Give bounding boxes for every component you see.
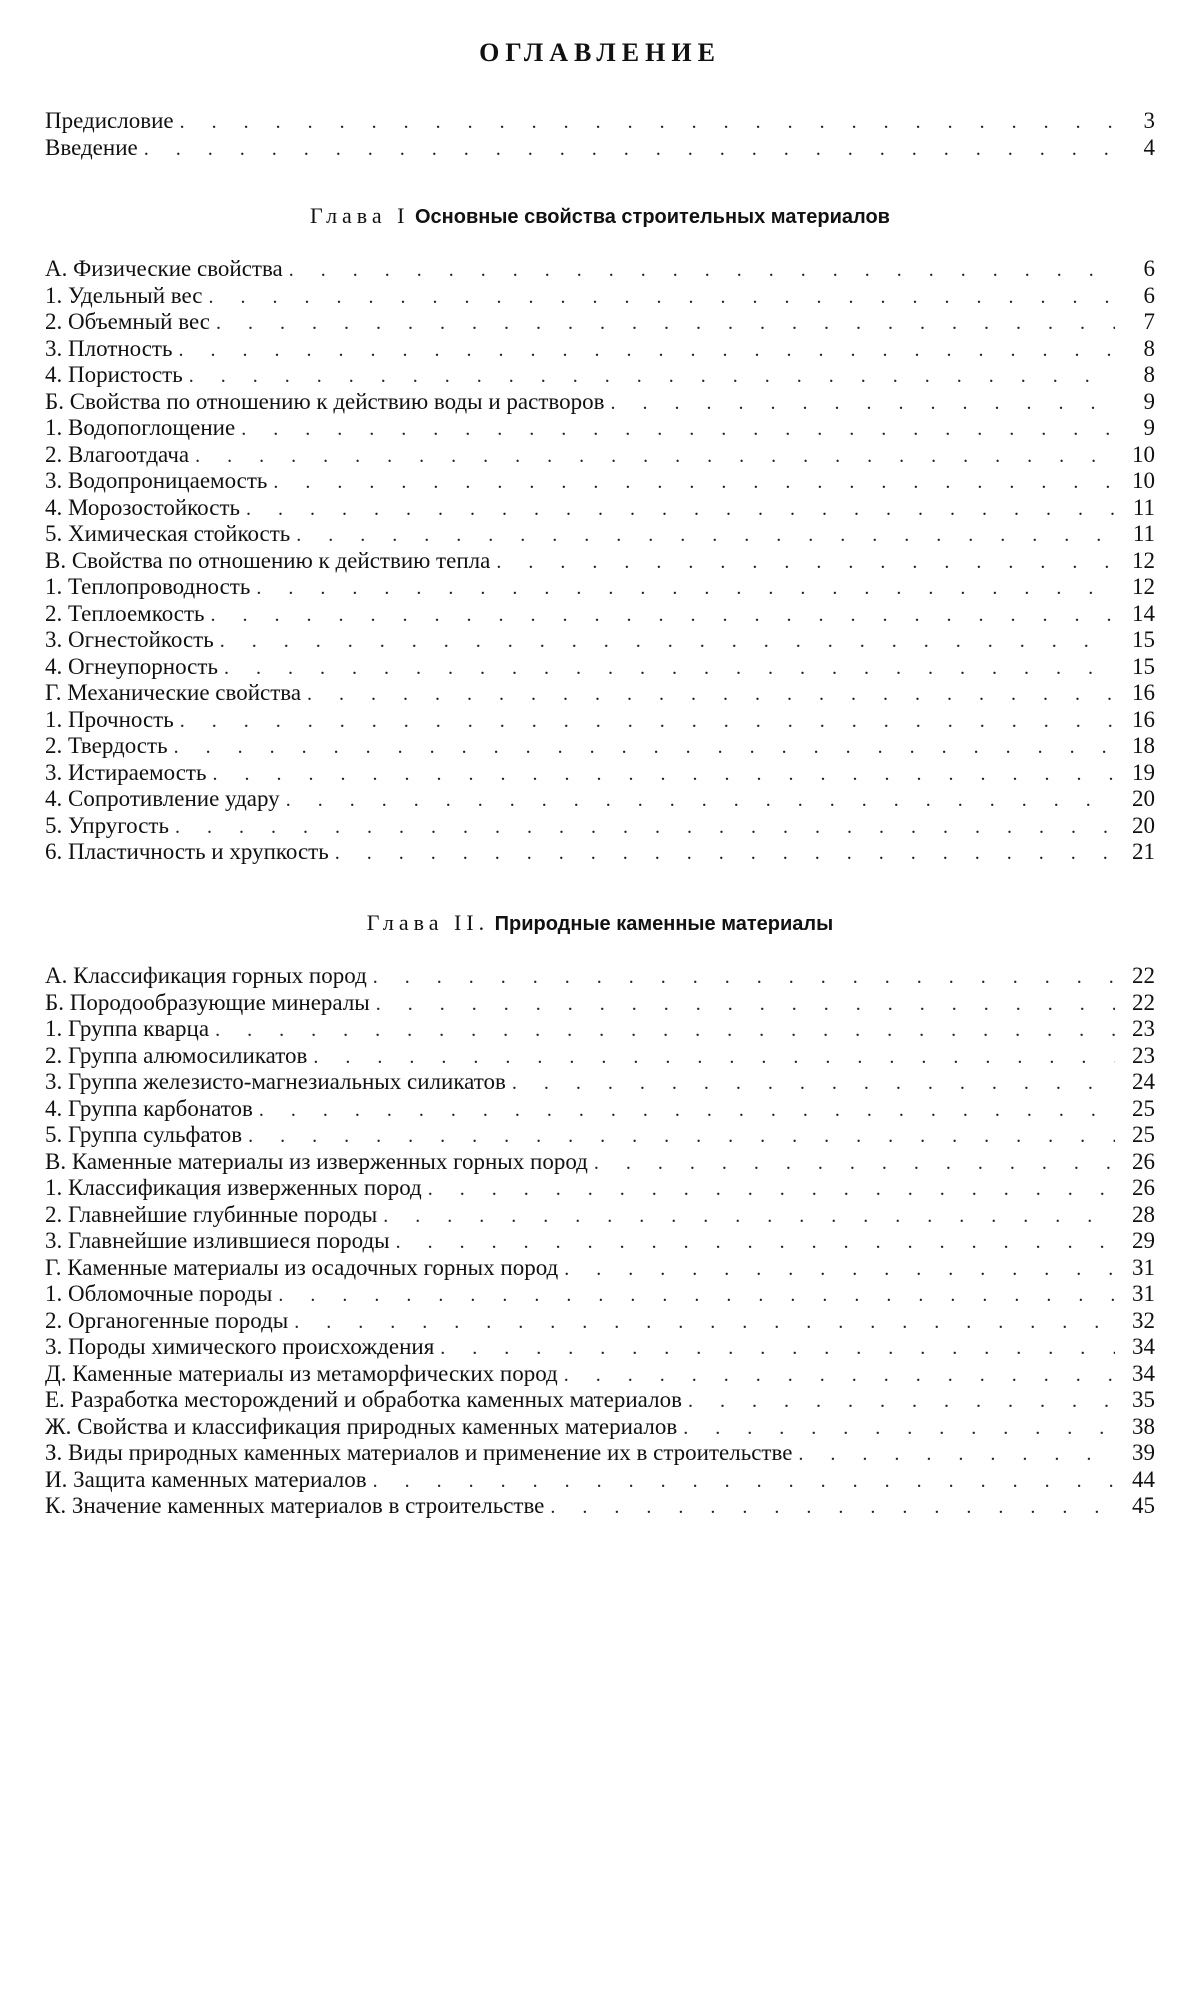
leader-dots	[246, 496, 1115, 523]
toc-entry	[45, 415, 1155, 442]
entry-label: 1. Группа кварца	[45, 1016, 210, 1041]
entry-label: 6. Пластичность и хрупкость	[45, 839, 329, 864]
entry-label: 3. Огнестойкость	[45, 627, 214, 652]
toc-entry	[45, 1414, 1155, 1441]
leader-dots	[175, 814, 1115, 841]
leader-dots	[178, 337, 1115, 364]
entry-page: 20	[1132, 812, 1155, 838]
entry-label: Г. Механические свойства	[45, 680, 302, 705]
entry-page: 26	[1132, 1175, 1155, 1200]
toc-entry	[45, 786, 1155, 813]
entry-label: 2. Главнейшие глубинные породы	[45, 1201, 378, 1227]
toc-entry	[45, 733, 1155, 760]
chapter-2-prefix: Глава II.	[366, 910, 490, 935]
entry-page: 10	[1132, 441, 1155, 467]
entry-page: 45	[1132, 1493, 1155, 1518]
entry-label: 1. Прочность	[45, 706, 174, 732]
entry-page: 12	[1132, 547, 1155, 573]
entry-label: 5. Упругость	[45, 812, 169, 838]
toc-entry	[45, 1096, 1155, 1123]
leader-dots	[211, 602, 1115, 629]
toc-entry	[45, 108, 1155, 135]
toc-entry	[45, 1361, 1155, 1388]
entry-label: Е. Разработка месторождений и обработка каменных материалов	[45, 1387, 682, 1412]
leader-dots	[286, 787, 1115, 814]
toc-entry	[45, 680, 1155, 707]
leader-dots	[248, 1123, 1115, 1150]
entry-label: Д. Каменные материалы из метаморфических пород	[45, 1360, 558, 1386]
toc-entry	[45, 627, 1155, 654]
leader-dots	[396, 1229, 1115, 1256]
entry-label: 2. Твердость	[45, 733, 168, 758]
toc-entry	[45, 1016, 1155, 1043]
toc-entry	[45, 362, 1155, 389]
entry-label: 4. Пористость	[45, 362, 183, 387]
entry-label: 5. Химическая стойкость	[45, 521, 291, 546]
entry-label: 1. Теплопроводность	[45, 574, 251, 599]
toc-entry	[45, 654, 1155, 681]
toc-entry	[45, 1122, 1155, 1149]
entry-page: 10	[1132, 468, 1155, 493]
chapter-2-entries	[45, 963, 1155, 1520]
toc-entry	[45, 256, 1155, 283]
leader-dots	[383, 1203, 1115, 1230]
entry-label: 4. Группа карбонатов	[45, 1095, 253, 1121]
entry-label: 5. Группа сульфатов	[45, 1122, 243, 1147]
entry-label: 3. Породы химического происхождения	[45, 1334, 435, 1359]
leader-dots	[180, 109, 1115, 136]
leader-dots	[195, 443, 1115, 470]
leader-dots	[296, 522, 1115, 549]
entry-label: Б. Свойства по отношению к действию воды и растворов	[45, 388, 605, 414]
toc-entry	[45, 1493, 1155, 1520]
toc-entry	[45, 548, 1155, 575]
chapter-2-heading	[0, 910, 1200, 936]
entry-label: 1. Удельный вес	[45, 282, 203, 308]
leader-dots	[216, 310, 1115, 337]
leader-dots	[294, 1309, 1115, 1336]
leader-dots	[440, 1335, 1115, 1362]
toc-entry	[45, 1228, 1155, 1255]
leader-dots	[180, 708, 1115, 735]
entry-page: 6	[1143, 256, 1155, 281]
entry-label: Ж. Свойства и классификация природных каменных материалов	[45, 1413, 678, 1439]
leader-dots	[683, 1415, 1115, 1442]
leader-dots	[212, 761, 1115, 788]
entry-page: 34	[1132, 1334, 1155, 1359]
toc-entry	[45, 521, 1155, 548]
entry-page: 3	[1143, 108, 1155, 133]
entry-label: 2. Группа алюмосиликатов	[45, 1042, 308, 1068]
leader-dots	[289, 257, 1115, 284]
entry-label: 2. Органогенные породы	[45, 1307, 289, 1333]
leader-dots	[259, 1097, 1115, 1124]
toc-entry	[45, 468, 1155, 495]
entry-page: 11	[1132, 521, 1155, 546]
leader-dots	[512, 1070, 1115, 1097]
leader-dots	[174, 734, 1115, 761]
leader-dots	[610, 390, 1115, 417]
entry-label: Г. Каменные материалы из осадочных горных пород	[45, 1254, 559, 1280]
chapter-1-heading	[0, 203, 1200, 229]
toc-entry	[45, 1281, 1155, 1308]
entry-page: 39	[1132, 1440, 1155, 1465]
entry-page: 16	[1132, 680, 1155, 705]
entry-label: 1. Водопоглощение	[45, 415, 236, 440]
leader-dots	[220, 628, 1115, 655]
toc-entry	[45, 601, 1155, 628]
leader-dots	[428, 1176, 1115, 1203]
leader-dots	[273, 469, 1115, 496]
toc-entry	[45, 1069, 1155, 1096]
entry-label: 1. Классификация изверженных пород	[45, 1175, 422, 1200]
leader-dots	[208, 284, 1115, 311]
toc-entry	[45, 442, 1155, 469]
entry-page: 8	[1143, 362, 1155, 387]
leader-dots	[376, 991, 1115, 1018]
entry-page: 6	[1143, 282, 1155, 308]
entry-label: А. Физические свойства	[45, 256, 283, 281]
entry-page: 8	[1143, 335, 1155, 361]
toc-entry	[45, 574, 1155, 601]
toc-entry	[45, 283, 1155, 310]
toc-entry	[45, 1255, 1155, 1282]
entry-page: 22	[1132, 963, 1155, 988]
entry-page: 18	[1132, 733, 1155, 758]
entry-page: 14	[1132, 600, 1155, 626]
entry-page: 22	[1132, 989, 1155, 1015]
entry-label: Введение	[45, 134, 138, 160]
toc-entry	[45, 1043, 1155, 1070]
entry-label: З. Виды природных каменных материалов и применение их в строительстве	[45, 1440, 793, 1465]
chapter-1-prefix: Глава I	[310, 203, 410, 228]
entry-page: 20	[1132, 786, 1155, 811]
entry-page: 23	[1132, 1042, 1155, 1068]
leader-dots	[307, 681, 1115, 708]
entry-page: 24	[1132, 1069, 1155, 1094]
leader-dots	[564, 1362, 1115, 1389]
intro-section	[45, 108, 1155, 161]
leader-dots	[335, 840, 1115, 867]
toc-entry	[45, 990, 1155, 1017]
chapter-1-name: Основные свойства строительных материалов	[415, 206, 890, 228]
toc-entry	[45, 707, 1155, 734]
entry-page: 35	[1132, 1387, 1155, 1412]
entry-label: 4. Сопротивление удару	[45, 786, 280, 811]
toc-entry	[45, 1149, 1155, 1176]
entry-label: 1. Обломочные породы	[45, 1281, 273, 1306]
leader-dots	[313, 1044, 1115, 1071]
entry-page: 25	[1132, 1122, 1155, 1147]
leader-dots	[215, 1017, 1115, 1044]
chapter-1-entries	[45, 256, 1155, 866]
leader-dots	[224, 655, 1115, 682]
entry-page: 15	[1132, 627, 1155, 652]
entry-page: 44	[1132, 1466, 1155, 1492]
toc-entry	[45, 495, 1155, 522]
entry-page: 31	[1132, 1254, 1155, 1280]
toc-entry	[45, 336, 1155, 363]
entry-page: 4	[1143, 134, 1155, 160]
toc-entry	[45, 760, 1155, 787]
entry-page: 38	[1132, 1413, 1155, 1439]
entry-page: 12	[1132, 574, 1155, 599]
entry-label: 2. Объемный вес	[45, 309, 210, 334]
entry-label: 4. Огнеупорность	[45, 653, 218, 679]
entry-page: 23	[1132, 1016, 1155, 1041]
leader-dots	[373, 1468, 1115, 1495]
leader-dots	[278, 1282, 1115, 1309]
toc-title: ОГЛАВЛЕНИЕ	[479, 38, 721, 67]
toc-entry	[45, 309, 1155, 336]
toc-entry	[45, 135, 1155, 162]
toc-entry	[45, 1308, 1155, 1335]
leader-dots	[144, 136, 1115, 163]
toc-entry	[45, 1334, 1155, 1361]
entry-page: 7	[1143, 309, 1155, 334]
leader-dots	[564, 1256, 1115, 1283]
entry-page: 16	[1132, 706, 1155, 732]
entry-page: 9	[1143, 415, 1155, 440]
toc-entry	[45, 963, 1155, 990]
entry-page: 21	[1132, 839, 1155, 864]
entry-page: 25	[1132, 1095, 1155, 1121]
entry-page: 11	[1132, 494, 1155, 520]
toc-entry	[45, 839, 1155, 866]
entry-label: 2. Теплоемкость	[45, 600, 205, 626]
toc-entry	[45, 1467, 1155, 1494]
entry-label: А. Классификация горных пород	[45, 963, 367, 988]
entry-label: 3. Водопроницаемость	[45, 468, 268, 493]
entry-page: 29	[1132, 1228, 1155, 1253]
leader-dots	[798, 1441, 1115, 1468]
leader-dots	[373, 964, 1115, 991]
entry-label: Предисловие	[45, 108, 174, 133]
entry-label: 3. Главнейшие излившиеся породы	[45, 1228, 390, 1253]
entry-label: К. Значение каменных материалов в строительстве	[45, 1493, 545, 1518]
leader-dots	[256, 575, 1115, 602]
toc-entry	[45, 389, 1155, 416]
leader-dots	[241, 416, 1115, 443]
entry-label: 3. Истираемость	[45, 759, 207, 785]
toc-entry	[45, 813, 1155, 840]
entry-page: 19	[1132, 759, 1155, 785]
entry-page: 32	[1132, 1307, 1155, 1333]
entry-page: 15	[1132, 653, 1155, 679]
leader-dots	[496, 549, 1115, 576]
entry-label: В. Каменные материалы из изверженных горных пород	[45, 1148, 588, 1174]
entry-page: 28	[1132, 1201, 1155, 1227]
entry-label: И. Защита каменных материалов	[45, 1466, 367, 1492]
entry-label: 2. Влагоотдача	[45, 441, 190, 467]
entry-label: Б. Породообразующие минералы	[45, 989, 370, 1015]
leader-dots	[189, 363, 1115, 390]
entry-label: В. Свойства по отношению к действию тепла	[45, 547, 491, 573]
toc-entry	[45, 1175, 1155, 1202]
toc-entry	[45, 1387, 1155, 1414]
entry-page: 31	[1132, 1281, 1155, 1306]
leader-dots	[688, 1388, 1115, 1415]
toc-entry	[45, 1202, 1155, 1229]
leader-dots	[594, 1150, 1115, 1177]
chapter-2-name: Природные каменные материалы	[494, 913, 834, 935]
entry-label: 4. Морозостойкость	[45, 494, 240, 520]
entry-page: 34	[1132, 1360, 1155, 1386]
entry-label: 3. Группа железисто-магнезиальных силикатов	[45, 1069, 506, 1094]
toc-entry	[45, 1440, 1155, 1467]
entry-label: 3. Плотность	[45, 335, 173, 361]
leader-dots	[550, 1494, 1115, 1521]
entry-page: 26	[1132, 1148, 1155, 1174]
entry-page: 9	[1143, 388, 1155, 414]
